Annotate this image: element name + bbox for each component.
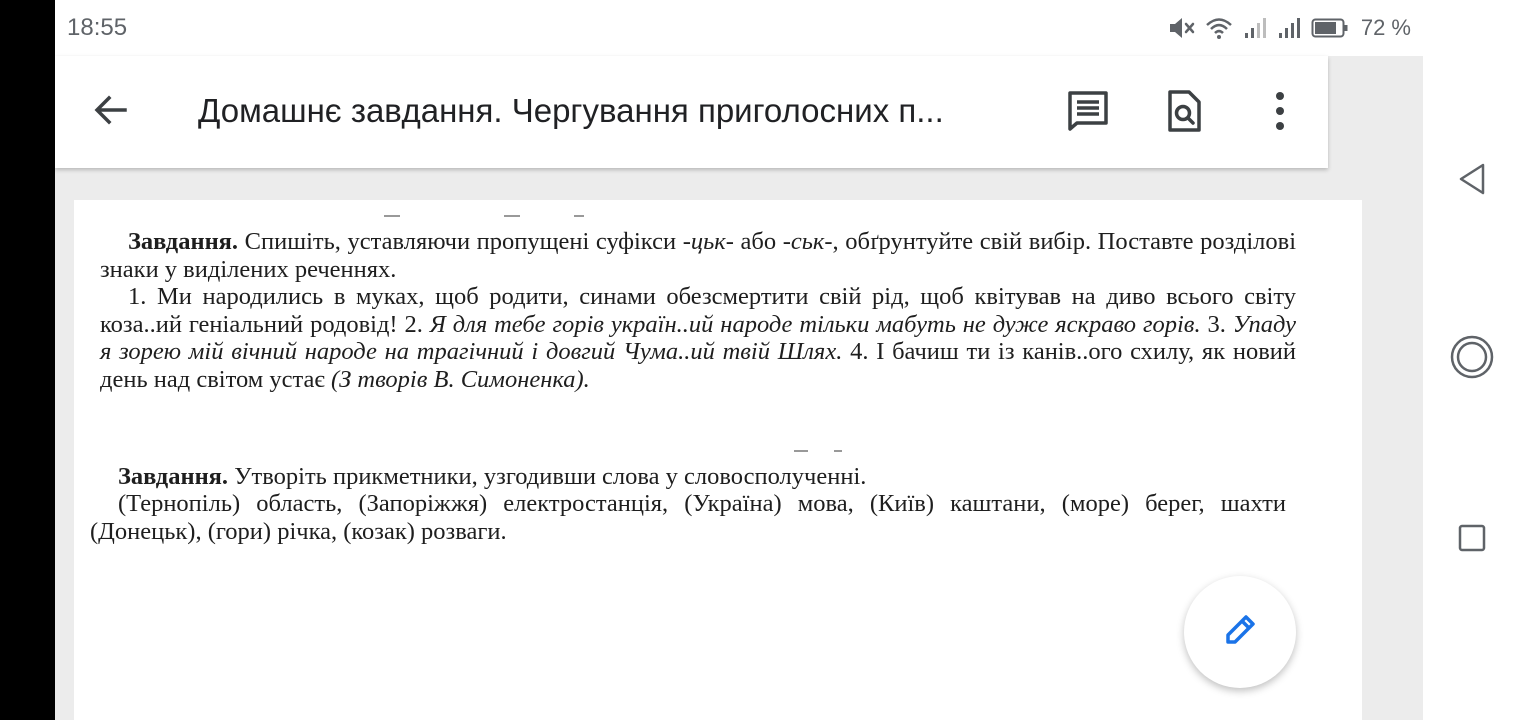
- comments-button[interactable]: [1061, 86, 1115, 140]
- task1-exercise-text: 1. Ми народились в муках, щоб родити, синами обезсмертити свій рід, щоб квітував на диво всього світу коза..ий геніальний родовід! 2. Я для тебе горів україн..ий народе тільки мабуть не дуже яскраво горів. 3. Упаду я зорею мій вічний народе на трагічний і довгий Чума..ий твій Шлях. 4. І бачиш ти із канів..ого схилу, як новий день над світом устає (З творів В. Симоненка).: [100, 283, 1296, 393]
- nav-home-button[interactable]: [1447, 334, 1497, 384]
- scan-artifact: [834, 450, 842, 452]
- scan-artifact: [504, 215, 520, 217]
- edit-fab-button[interactable]: [1184, 576, 1296, 688]
- app-bar: [55, 56, 1328, 168]
- nav-home-icon: [1449, 334, 1495, 385]
- more-vert-icon: [1274, 91, 1286, 136]
- document-title: Домашнє завдання. Чергування приголосних п...: [198, 92, 944, 129]
- comment-icon: [1067, 90, 1109, 137]
- scan-artifact: [384, 215, 400, 217]
- suffix-sk: -ськ-: [782, 228, 833, 255]
- task2-instruction: Завдання. Утворіть прикметники, узгодивши слова у словосполученні.: [118, 463, 867, 490]
- nav-back-button[interactable]: [1447, 156, 1497, 206]
- status-bar: [55, 0, 1423, 56]
- signal-icon: [1243, 16, 1267, 40]
- task1-instruction: Завдання. Спишіть, уставляючи пропущені суфікси -цьк- або -ськ-, обґрунтуйте свій вибір. Поставте розділові знаки у виділених реченнях.: [100, 228, 1296, 283]
- battery-icon: [1311, 17, 1349, 39]
- scan-artifact: [574, 215, 584, 217]
- nav-back-icon: [1457, 162, 1487, 201]
- scan-artifact: [794, 450, 808, 452]
- suffix-tsk: -цьк-: [682, 228, 734, 255]
- signal-icon: [1277, 16, 1301, 40]
- system-navigation: [1423, 56, 1520, 720]
- battery-percent: 72 %: [1360, 15, 1411, 40]
- nav-recents-button[interactable]: [1447, 515, 1497, 565]
- edit-pencil-icon: [1220, 610, 1260, 655]
- task1-label: Завдання.: [128, 228, 239, 255]
- find-in-document-button[interactable]: [1157, 86, 1211, 140]
- wifi-icon: [1205, 16, 1233, 40]
- back-button[interactable]: [85, 86, 137, 138]
- task2-exercise-text: (Тернопіль) область, (Запоріжжя) електростанція, (Україна) мова, (Київ) каштани, (море) берег, шахти (Донецьк), (гори) річка, (козак) розваги.: [90, 490, 1286, 545]
- back-arrow-icon: [93, 92, 129, 133]
- more-options-button[interactable]: [1253, 86, 1307, 140]
- status-icons: [1167, 13, 1411, 43]
- source-citation: (З творів В. Симоненка).: [331, 365, 590, 393]
- task2-label: Завдання.: [118, 463, 229, 490]
- nav-recents-icon: [1457, 523, 1487, 558]
- status-time: 18:55: [67, 14, 128, 41]
- document-page[interactable]: [74, 200, 1362, 720]
- left-black-bar: [0, 0, 55, 720]
- file-search-icon: [1166, 89, 1202, 138]
- mute-icon: [1167, 16, 1195, 40]
